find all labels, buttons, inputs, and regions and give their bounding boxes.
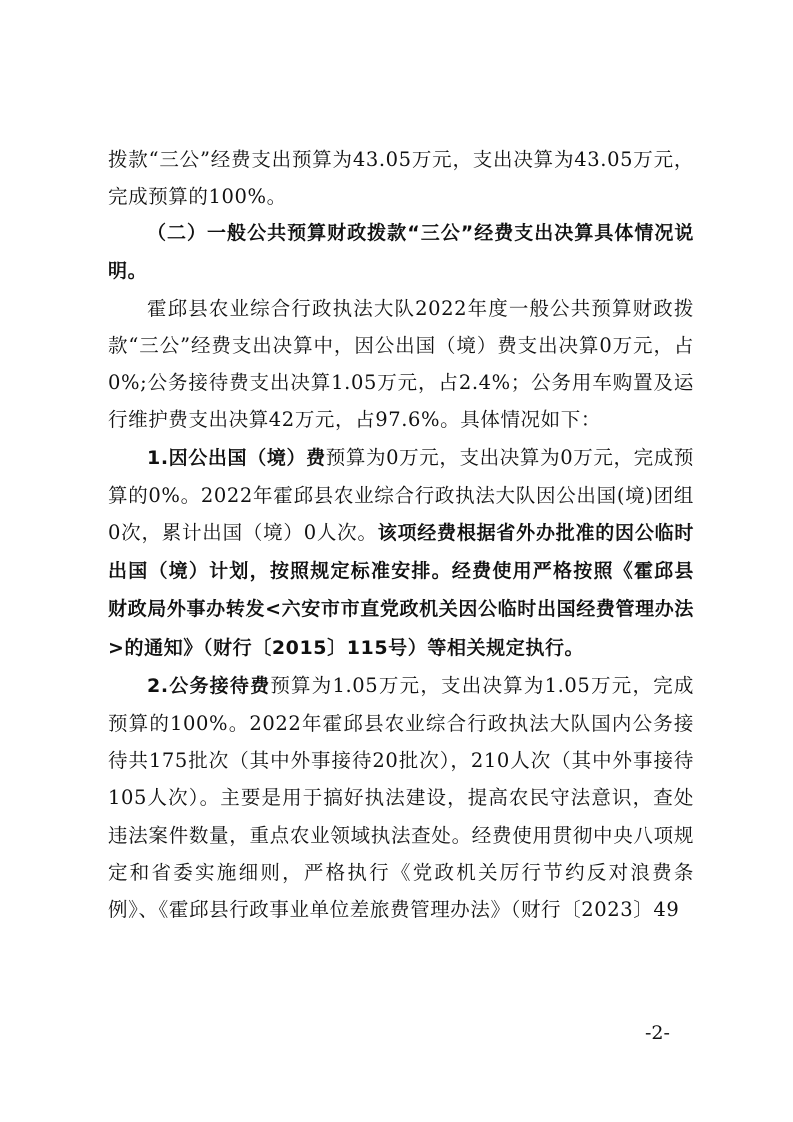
overseas-text: 预算为0万元，支出决算为0万元，完成预算的0%。2022年霍邱县农业综合行政执法大队因公出国(境)团组0次，累计出国（境）0人次。 — [108, 445, 694, 545]
paragraph-summary: 霍邱县农业综合行政执法大队2022年度一般公共预算财政拨款“三公”经费支出决算中，因公出国（境）费支出决算0万元，占0%;公务接待费支出决算1.05万元，占2.4%；公务用车购置及运行维护费支出决算42万元，占97.6%。具体情况如下： — [108, 296, 694, 432]
paragraph-overseas — [108, 439, 694, 667]
overseas-title: 1.因公出国（境）费 — [147, 446, 326, 469]
reception-text: 预算为1.05万元，支出决算为1.05万元，完成预算的100%。2022年霍邱县农业综合行政执法大队国内公务接待共175批次（其中外事接待20批次），210人次（其中外事接待105人次）。主要是用于搞好执法建设，提高农民守法意识，查处违法案件数量，重点农业领域执法查处。经费使用贯彻中央八项规定和省委实施细则，严格执行《党政机关厉行节约反对浪费条例》、《霍邱县行政事业单位差旅费管理办法》（财行〔2023〕49 — [108, 673, 694, 922]
body-text — [108, 141, 694, 928]
reception-title: 2.公务接待费 — [147, 674, 271, 697]
paragraph-continuation: 拨款“三公”经费支出预算为43.05万元，支出决算为43.05万元，完成预算的100%。 — [108, 148, 694, 209]
section-heading: （二）一般公共预算财政拨款“三公”经费支出决算具体情况说明。 — [108, 222, 694, 282]
page-number: -2- — [645, 1022, 670, 1044]
paragraph-reception — [108, 667, 694, 928]
overseas-rules: 该项经费根据省外办批准的因公临时出国（境）计划，按照规定标准安排。经费使用严格按照《霍邱县财政局外事办转发<六安市市直党政机关因公临时出国经费管理办法>的通知》（财行〔2015〕115号）等相关规定执行。 — [108, 522, 694, 659]
